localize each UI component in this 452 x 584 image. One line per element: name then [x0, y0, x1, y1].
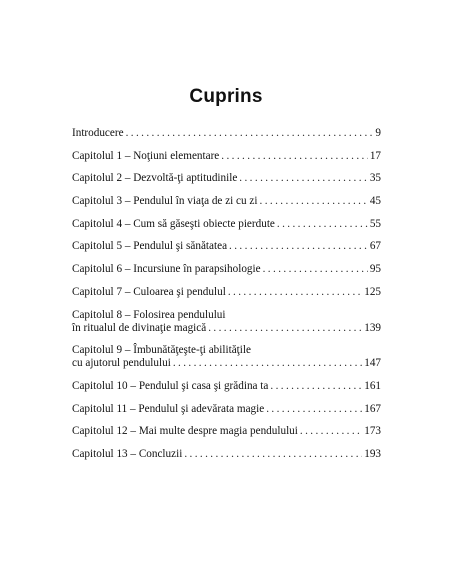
toc-page-number: 35 [369, 172, 381, 185]
toc-leader-dots [126, 127, 374, 140]
toc-entry-capitolul-10 [72, 380, 381, 393]
toc-entry-capitolul-9 [72, 344, 381, 370]
toc-chapter-title-continued: în ritualul de divinaţie magică [72, 321, 207, 334]
toc-page-number: 55 [369, 217, 381, 230]
toc-leader-dots [208, 322, 362, 335]
toc-entry-capitolul-12 [72, 425, 381, 438]
toc-chapter-title: Capitolul 8 – Folosirea pendulului [72, 308, 226, 321]
table-of-contents [72, 127, 381, 461]
toc-line [72, 425, 381, 438]
toc-line [72, 240, 381, 253]
toc-line [72, 218, 381, 231]
toc-entry-capitolul-8 [72, 309, 381, 335]
toc-page-number: 167 [364, 402, 381, 415]
toc-chapter-title: Capitolul 1 – Noţiuni elementare [72, 149, 220, 162]
toc-entry-capitolul-3 [72, 195, 381, 208]
toc-line [72, 322, 381, 335]
toc-line [72, 172, 381, 185]
toc-page-number: 95 [369, 263, 381, 276]
toc-page-number: 9 [375, 127, 381, 139]
toc-entry-capitolul-6 [72, 263, 381, 276]
page-title: Cuprins [189, 86, 263, 107]
toc-page-number: 125 [364, 285, 381, 298]
toc-leader-dots [221, 150, 368, 163]
toc-line [72, 380, 381, 393]
toc-leader-dots [184, 448, 362, 461]
toc-line [72, 263, 381, 276]
toc-entry-introducere [72, 127, 381, 140]
toc-line [72, 195, 381, 208]
toc-line [72, 150, 381, 163]
toc-page-number: 147 [364, 357, 381, 370]
toc-chapter-title: Capitolul 6 – Incursiune în parapsihologie [72, 263, 261, 276]
toc-chapter-title: Capitolul 3 – Pendulul în viaţa de zi cu zi [72, 195, 258, 208]
toc-entry-capitolul-11 [72, 403, 381, 416]
toc-chapter-title-continued: cu ajutorul pendulului [72, 357, 171, 370]
toc-leader-dots [266, 403, 362, 416]
toc-page-number: 173 [364, 425, 381, 438]
toc-chapter-title: Capitolul 7 – Culoarea şi pendulul [72, 285, 226, 298]
toc-leader-dots [229, 240, 368, 253]
toc-leader-dots [173, 357, 362, 370]
toc-entry-capitolul-7 [72, 286, 381, 299]
toc-line [72, 403, 381, 416]
toc-chapter-title: Capitolul 4 – Cum să găseşti obiecte pierdute [72, 217, 275, 230]
toc-leader-dots [263, 263, 368, 276]
toc-chapter-title: Capitolul 13 – Concluzii [72, 447, 183, 460]
toc-chapter-title: Capitolul 2 – Dezvoltă-ţi aptitudinile [72, 172, 238, 185]
toc-leader-dots [260, 195, 368, 208]
toc-chapter-title: Capitolul 9 – Îmbunătăţeşte-ţi abilităţile [72, 344, 251, 357]
toc-leader-dots [239, 172, 368, 185]
toc-line [72, 127, 381, 140]
toc-entry-capitolul-4 [72, 218, 381, 231]
toc-leader-dots [228, 286, 362, 299]
toc-chapter-title: Capitolul 10 – Pendulul şi casa şi grădina ta [72, 379, 269, 392]
toc-line [72, 286, 381, 299]
toc-chapter-title: Capitolul 11 – Pendulul şi adevărata magie [72, 402, 265, 415]
toc-chapter-title: Capitolul 5 – Pendulul şi sănătatea [72, 240, 228, 253]
toc-chapter-title: Introducere [72, 127, 124, 139]
toc-chapter-title: Capitolul 12 – Mai multe despre magia pendulului [72, 425, 298, 438]
toc-entry-capitolul-13 [72, 448, 381, 461]
toc-leader-dots [300, 425, 362, 438]
toc-page-number: 67 [369, 240, 381, 253]
toc-leader-dots [277, 218, 368, 231]
toc-entry-capitolul-5 [72, 240, 381, 253]
toc-page-number: 161 [364, 379, 381, 392]
toc-entry-capitolul-1 [72, 150, 381, 163]
toc-line [72, 357, 381, 370]
toc-page-number: 193 [364, 447, 381, 460]
toc-page-number: 139 [364, 321, 381, 334]
toc-line [72, 448, 381, 461]
toc-page-number: 17 [369, 149, 381, 162]
toc-entry-capitolul-2 [72, 172, 381, 185]
toc-page-number: 45 [369, 195, 381, 208]
toc-leader-dots [270, 380, 362, 393]
